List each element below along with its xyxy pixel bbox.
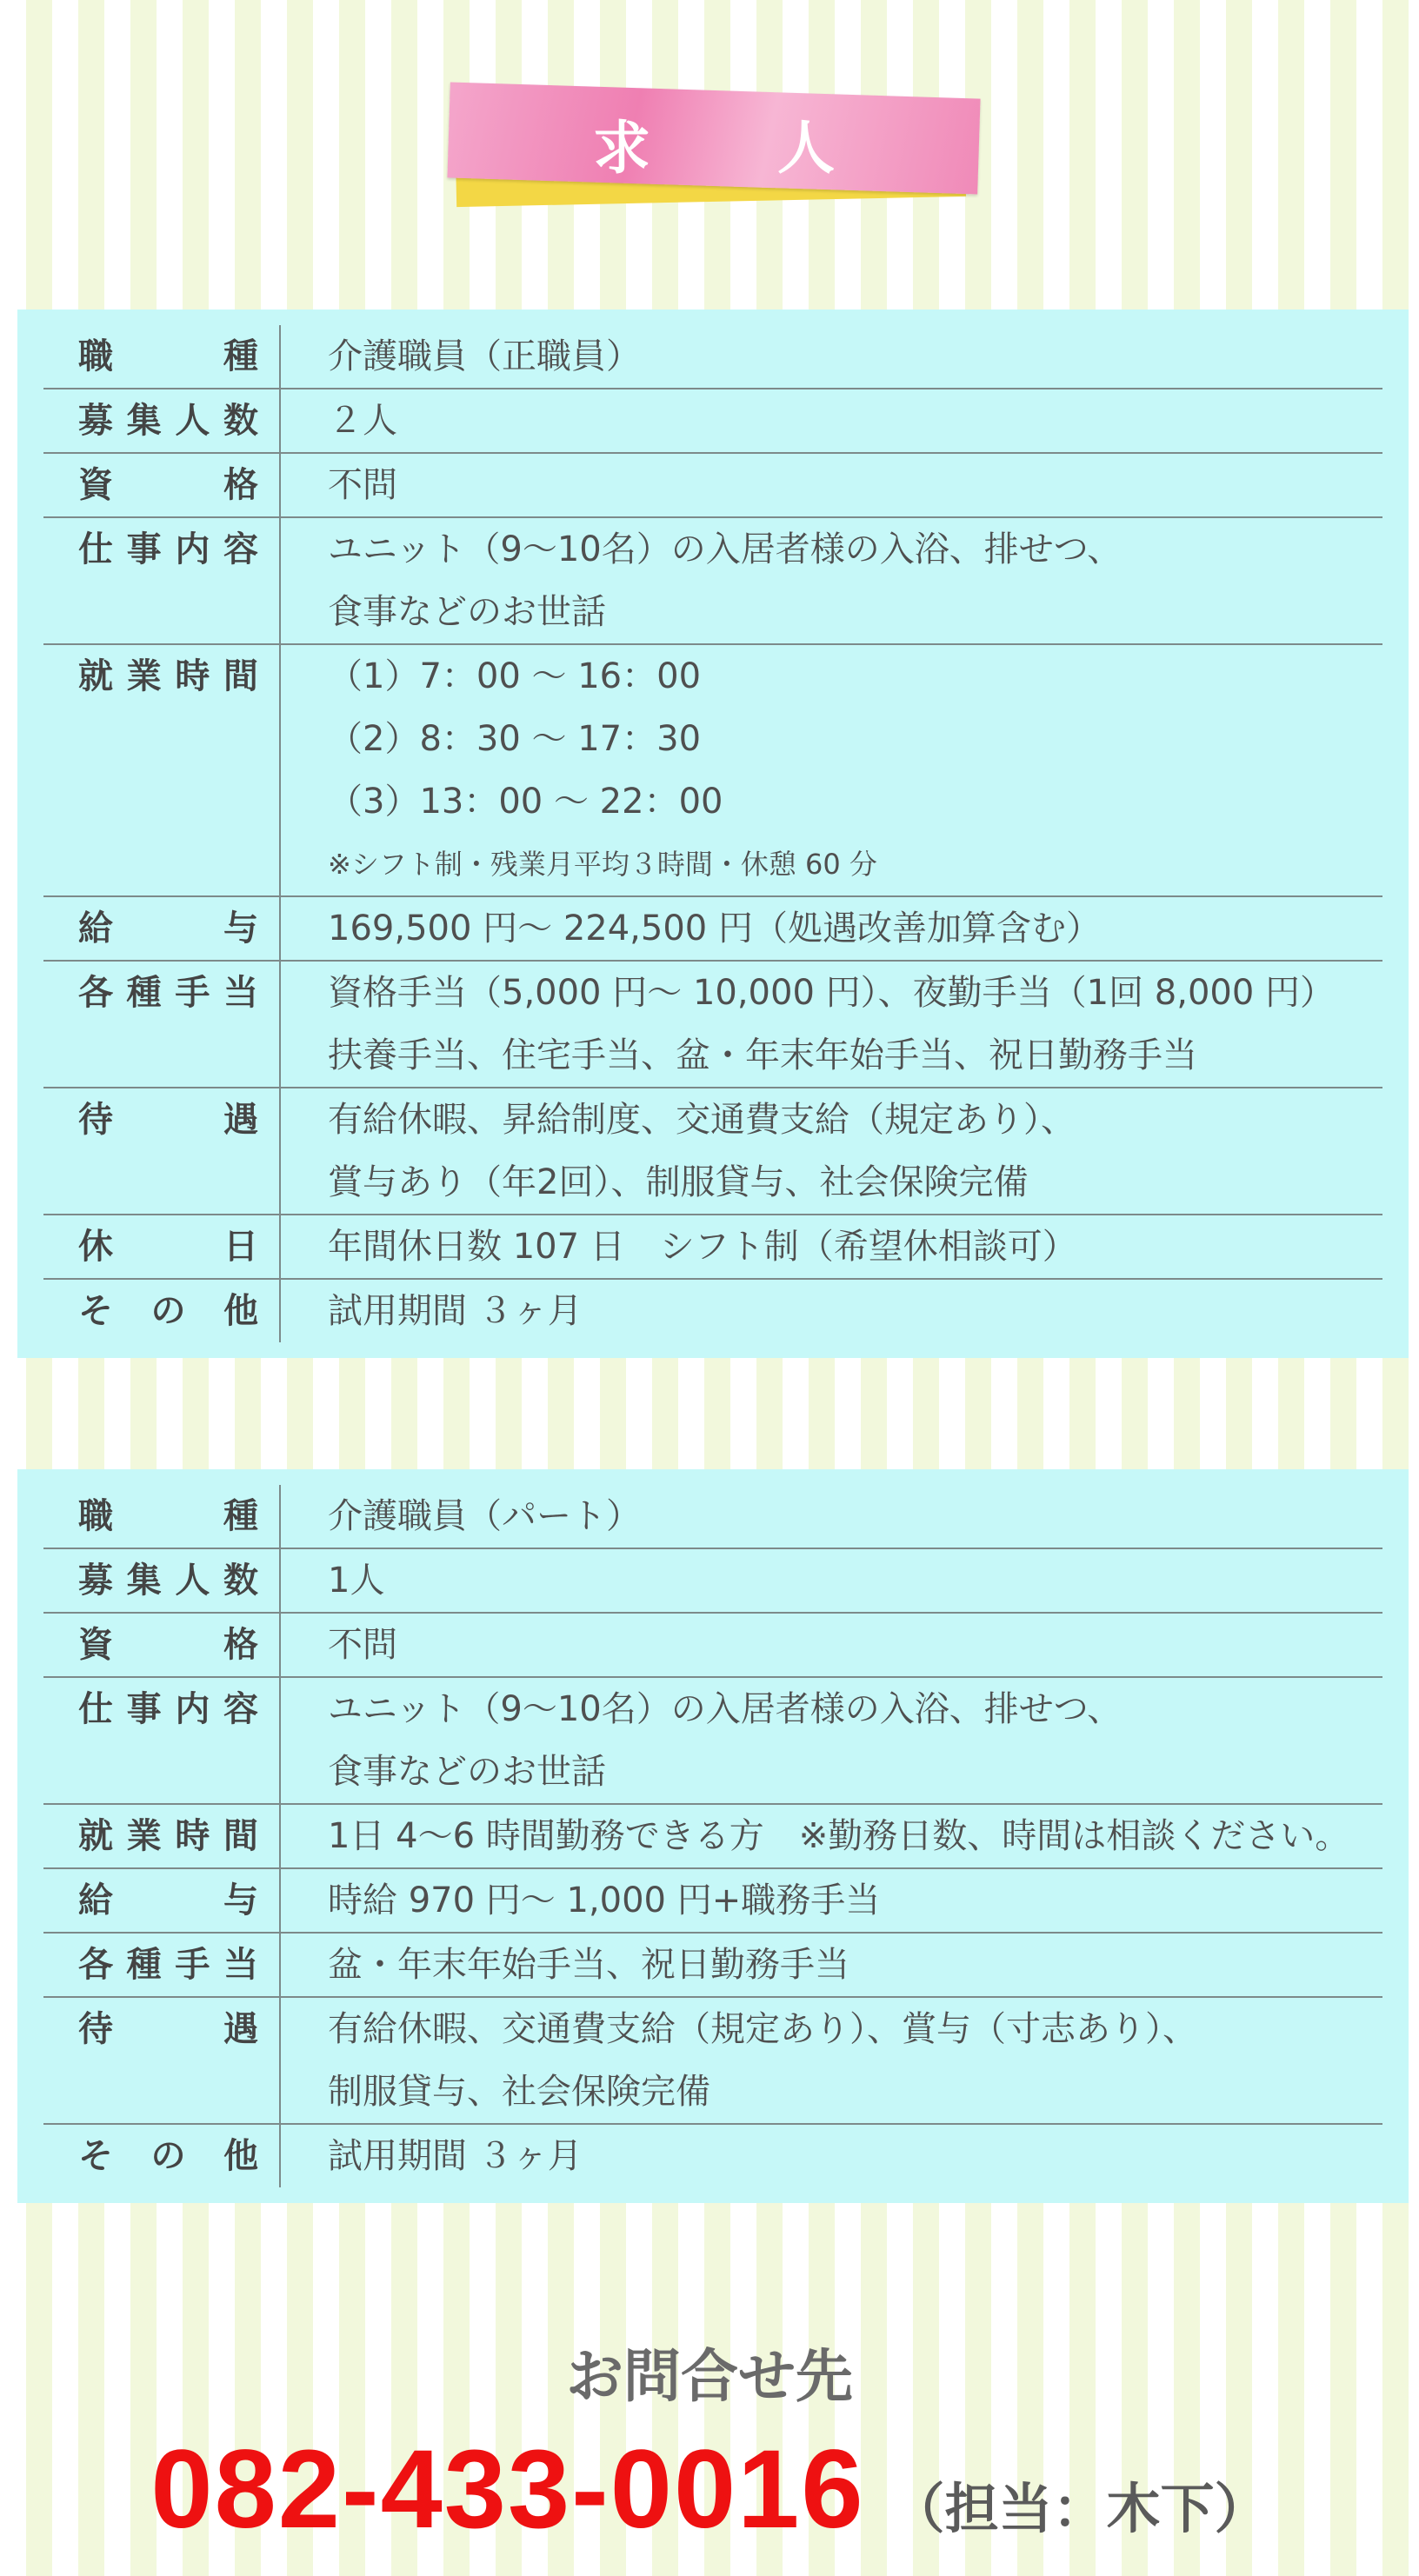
job-row-label: 各種手当	[43, 1933, 280, 1997]
job-row	[43, 1868, 1382, 1933]
job-row-value-line: 有給休暇、交通費支給（規定あり）、賞与（寸志あり）、	[328, 2009, 1197, 2049]
job-row-value-line: 食事などのお世話	[328, 1752, 606, 1792]
job-row-label: 資 格	[43, 453, 280, 517]
job-row-value	[280, 961, 1382, 1088]
job-row-label: その他	[43, 2124, 280, 2187]
job-row-value	[280, 1933, 1382, 1997]
job-row-value	[280, 1088, 1382, 1215]
job-row-label: 休 日	[43, 1215, 280, 1279]
job-row	[43, 1997, 1382, 2124]
job-row	[43, 453, 1382, 517]
job-row-value-line: 盆・年末年始手当、祝日勤務手当	[328, 1945, 849, 1985]
contact-row	[0, 2426, 1419, 2553]
job-row-value	[280, 2124, 1382, 2187]
job-row-value-line: ユニット（9〜10名）の入居者様の入浴、排せつ、	[328, 1689, 1123, 1729]
job-row-value	[280, 644, 1382, 896]
job-row-label: 各種手当	[43, 961, 280, 1088]
job-row-label: 職 種	[43, 1485, 280, 1548]
job-listing-fulltime	[17, 310, 1409, 1358]
job-row-value-line: 1人	[328, 1561, 385, 1601]
job-row-value-line: 169,500 円〜 224,500 円（処遇改善加算含む）	[328, 909, 1101, 949]
job-row-value-line: ※シフト制・残業月平均３時間・休憩 60 分	[328, 848, 877, 881]
job-row-label: 就業時間	[43, 1804, 280, 1868]
job-row-label: 資 格	[43, 1613, 280, 1677]
job-row-value	[280, 1613, 1382, 1677]
job-row	[43, 1279, 1382, 1342]
job-row-value	[280, 1868, 1382, 1933]
job-row-value-line: 制服貸与、社会保険完備	[328, 2072, 710, 2112]
job-row	[43, 1933, 1382, 1997]
job-row-value-line: （3）13：00 〜 22：00	[328, 782, 723, 822]
job-row-value	[280, 517, 1382, 644]
job-row-value-line: 有給休暇、昇給制度、交通費支給（規定あり）、	[328, 1100, 1076, 1140]
job-row-value	[280, 1485, 1382, 1548]
job-row-value	[280, 453, 1382, 517]
job-row	[43, 1613, 1382, 1677]
job-row-value	[280, 389, 1382, 453]
job-row-value-line: （2）8：30 〜 17：30	[328, 719, 702, 759]
job-row	[43, 517, 1382, 644]
job-row	[43, 325, 1382, 389]
job-row	[43, 1804, 1382, 1868]
job-row-label: 募集人数	[43, 1548, 280, 1613]
job-row	[43, 1485, 1382, 1548]
job-row-value-line: 資格手当（5,000 円〜 10,000 円）、夜勤手当（1回 8,000 円）	[328, 973, 1336, 1013]
job-row-value-line: 1日 4〜6 時間勤務できる方 ※勤務日数、時間は相談ください。	[328, 1816, 1350, 1856]
job-row-value-line: 年間休日数 107 日 シフト制（希望休相談可）	[328, 1227, 1077, 1267]
job-row-value-line: 介護職員（パート）	[328, 1496, 641, 1536]
job-row-value	[280, 1677, 1382, 1804]
job-row-label: 職 種	[43, 325, 280, 389]
job-row-label: 就業時間	[43, 644, 280, 896]
job-row	[43, 2124, 1382, 2187]
job-row-value	[280, 1804, 1382, 1868]
job-row-label: 給 与	[43, 1868, 280, 1933]
job-row-label: 仕事内容	[43, 517, 280, 644]
job-row	[43, 1548, 1382, 1613]
job-row-label: 待 遇	[43, 1997, 280, 2124]
contact-person: （担当：木下）	[890, 2477, 1269, 2540]
job-row	[43, 1088, 1382, 1215]
job-row-label: 待 遇	[43, 1088, 280, 1215]
job-row	[43, 896, 1382, 961]
job-row-value	[280, 1548, 1382, 1613]
job-row	[43, 1215, 1382, 1279]
job-table-fulltime	[43, 325, 1382, 1342]
contact-phone-number[interactable]: 082-433-0016	[150, 2427, 865, 2552]
job-row-value-line: ユニット（9〜10名）の入居者様の入浴、排せつ、	[328, 529, 1123, 569]
job-row-label: 仕事内容	[43, 1677, 280, 1804]
page-title-banner	[449, 90, 979, 209]
job-row-value	[280, 325, 1382, 389]
job-row-value-line: 試用期間 ３ヶ月	[328, 2136, 583, 2176]
job-listing-parttime	[17, 1469, 1409, 2203]
job-row-value	[280, 896, 1382, 961]
job-row	[43, 389, 1382, 453]
job-row-value-line: 賞与あり（年2回）、制服貸与、社会保険完備	[328, 1162, 1029, 1202]
job-row	[43, 1677, 1382, 1804]
job-table-parttime	[43, 1485, 1382, 2187]
job-row-value-line: 扶養手当、住宅手当、盆・年末年始手当、祝日勤務手当	[328, 1035, 1197, 1075]
contact-heading: お問合せ先	[566, 2343, 853, 2410]
job-row-value-line: 不問	[328, 1625, 397, 1665]
job-row-value-line: 時給 970 円〜 1,000 円+職務手当	[328, 1880, 881, 1920]
job-row-value-line: 食事などのお世話	[328, 592, 606, 632]
job-row-label: その他	[43, 1279, 280, 1342]
job-row-value-line: （1）7：00 〜 16：00	[328, 656, 702, 696]
job-row-value	[280, 1215, 1382, 1279]
job-row	[43, 961, 1382, 1088]
job-row-label: 募集人数	[43, 389, 280, 453]
job-row-value-line: 不問	[328, 465, 397, 505]
job-row-value-line: 試用期間 ３ヶ月	[328, 1291, 583, 1331]
job-row-value-line: 介護職員（正職員）	[328, 336, 641, 376]
job-row-value	[280, 1997, 1382, 2124]
job-row-value	[280, 1279, 1382, 1342]
job-row-value-line: ２人	[328, 401, 397, 441]
page-title: 求 人	[593, 114, 869, 182]
job-row	[43, 644, 1382, 896]
job-row-label: 給 与	[43, 896, 280, 961]
